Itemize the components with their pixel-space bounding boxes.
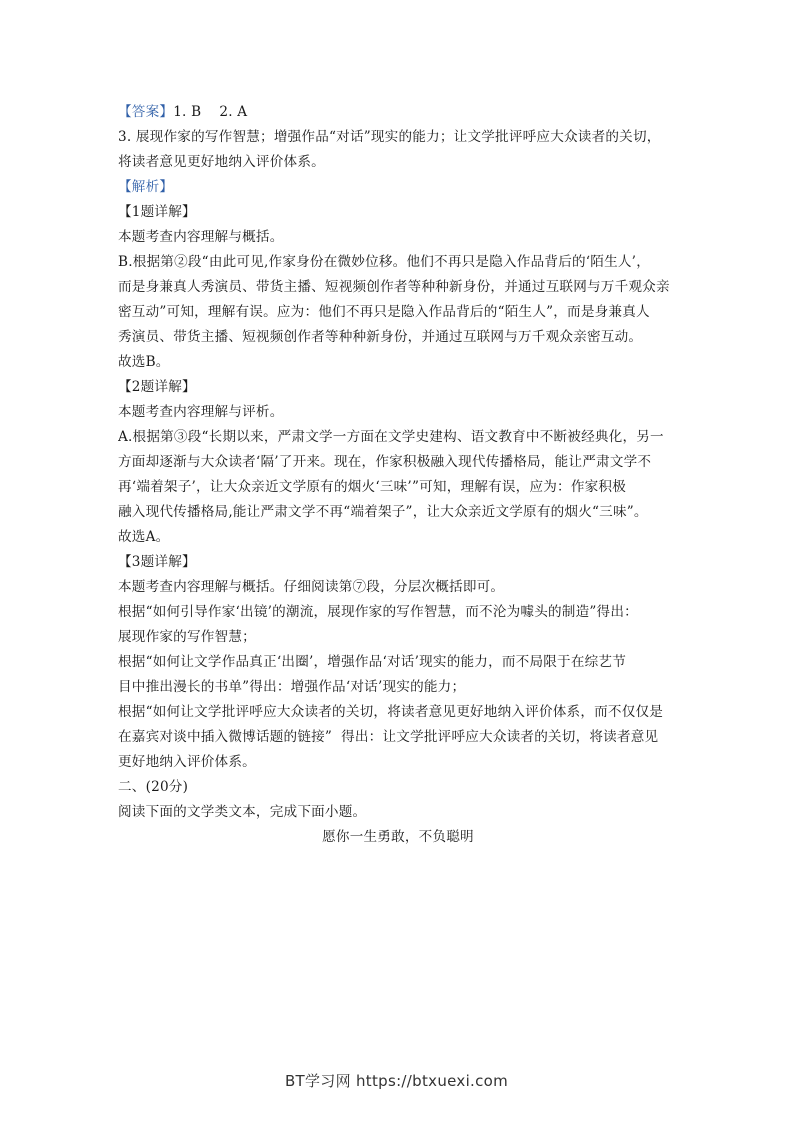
q3-line: 根据“如何引导作家‘出镜’的潮流，展现作家的写作智慧，而不沦为噱头的制造”得出： (118, 604, 638, 620)
q3-heading: 【3题详解】 (118, 554, 196, 570)
q2-line: 再‘端着架子’，让大众亲近文学原有的烟火‘三味’”可知，理解有误，应为：作家积极 (118, 479, 627, 495)
answer-tag: 【答案】 (118, 104, 174, 120)
passage-title: 愿你一生勇敢，不负聪明 (322, 829, 474, 845)
q3-line: 目中推出漫长的书单”得出：增强作品‘对话’现实的能力； (118, 679, 466, 695)
q2-line: 故选A。 (118, 529, 170, 545)
q3-line: 展现作家的写作智慧； (118, 629, 256, 645)
q3-line: 在嘉宾对谈中插入微博话题的链接” 得出：让文学批评呼应大众读者的关切，将读者意见 (118, 729, 659, 745)
q3-line: 根据“如何让文学批评呼应大众读者的关切，将读者意见更好地纳入评价体系，而不仅仅是 (118, 704, 664, 720)
q2-line: 本题考查内容理解与评析。 (118, 404, 284, 420)
analysis-tag: 【解析】 (118, 179, 174, 195)
footer-watermark: BT学习网 https://btxuexi.com (284, 1072, 509, 1090)
section2-heading: 二、(20分) (118, 779, 189, 795)
q1-line: 秀演员、带货主播、短视频创作者等种种新身份，并通过互联网与万千观众亲密互动。 (118, 329, 643, 345)
q3-line: 根据“如何让文学作品真正‘出圈’，增强作品‘对话’现实的能力，而不局限于在综艺节 (118, 654, 627, 670)
q1-heading: 【1题详解】 (118, 204, 196, 220)
answer-line (118, 100, 678, 125)
q1-line: 故选B。 (118, 354, 170, 370)
q2-line: 方面却逐渐与大众读者‘隔’了开来。现在，作家积极融入现代传播格局，能让严肃文学不 (118, 454, 652, 470)
q1-line: B.根据第②段“由此可见,作家身份在微妙位移。他们不再只是隐入作品背后的‘陌生人’， (118, 254, 650, 270)
q2-heading: 【2题详解】 (118, 379, 196, 395)
q1-line: 本题考查内容理解与概括。 (118, 229, 284, 245)
q3-line: 本题考查内容理解与概括。仔细阅读第⑦段，分层次概括即可。 (118, 579, 505, 595)
q2-line: 融入现代传播格局,能让严肃文学不再“端着架子”，让大众亲近文学原有的烟火“三味”。 (118, 504, 648, 520)
section2-instruction: 阅读下面的文学类文本，完成下面小题。 (118, 804, 367, 820)
q3-answer-line: 将读者意见更好地纳入评价体系。 (118, 154, 325, 170)
q1-line: 而是身兼真人秀演员、带货主播、短视频创作者等种种新身份，并通过互联网与万千观众亲 (118, 279, 670, 295)
q3-line: 更好地纳入评价体系。 (118, 754, 256, 770)
q2-line: A.根据第③段“长期以来，严肃文学一方面在文学史建构、语文教育中不断被经典化，另一 (118, 429, 664, 445)
answer-text: 1. B 2. A (173, 104, 248, 120)
q1-line: 密互动”可知，理解有误。应为：他们不再只是隐入作品背后的“陌生人”，而是身兼真人 (118, 304, 650, 320)
q3-answer-line: 3. 展现作家的写作智慧；增强作品“对话”现实的能力；让文学批评呼应大众读者的关切， (118, 129, 661, 145)
document-page (118, 100, 678, 850)
